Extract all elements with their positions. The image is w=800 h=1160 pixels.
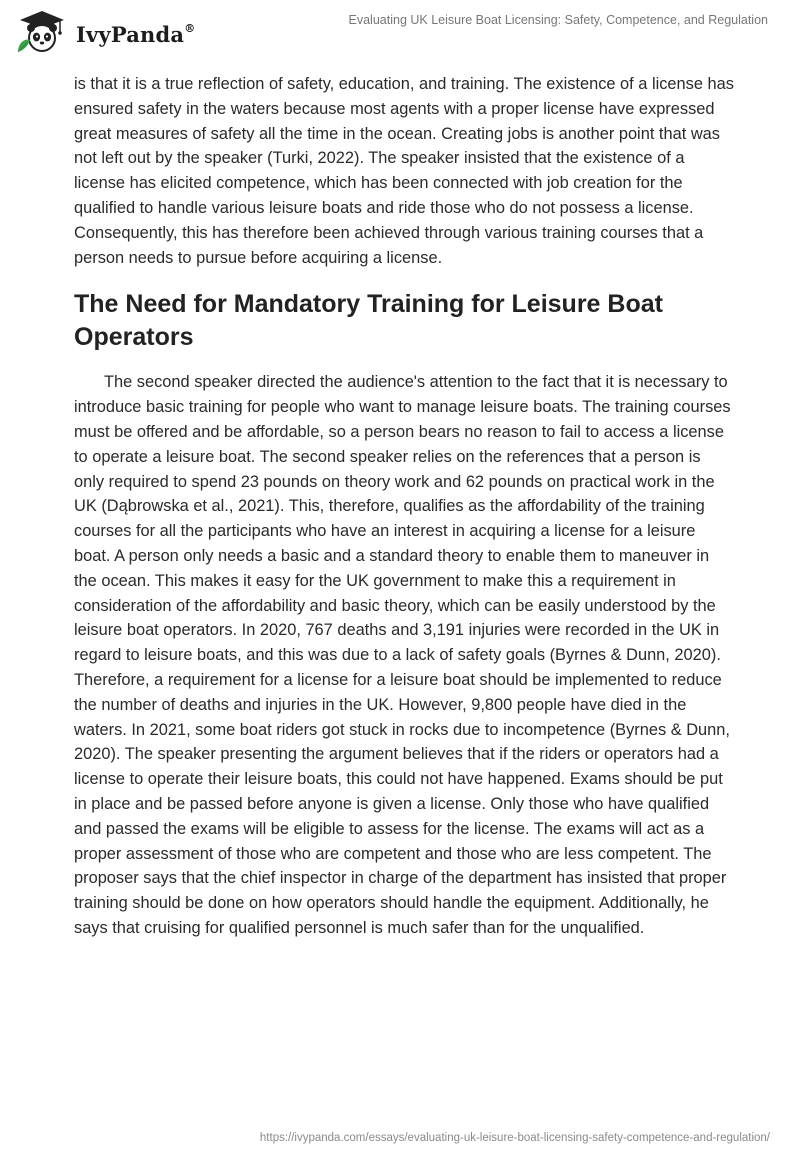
document-title: Evaluating UK Leisure Boat Licensing: Safety, Competence, and Regulation bbox=[348, 13, 768, 27]
brand-name: IvyPanda® bbox=[76, 21, 196, 47]
page-header bbox=[0, 0, 800, 60]
source-url[interactable]: https://ivypanda.com/essays/evaluating-uk-leisure-boat-licensing-safety-competence-and-regulation/ bbox=[259, 1132, 770, 1144]
registered-mark: ® bbox=[184, 21, 196, 35]
intro-paragraph: is that it is a true reflection of safety, education, and training. The existence of a license has ensured safety in the waters because most agents with a proper license have expressed great measures of safety all the time in the ocean. Creating jobs is another point that was not left out by the speaker (Turki, 2022). The speaker insisted that the existence of a license has elicited competence, which has been connected with job creation for the qualified to handle various leisure boats and ride those who do not possess a license. Consequently, this has therefore been achieved through various training courses that a person needs to pursue before acquiring a license. bbox=[74, 75, 734, 267]
panda-graduate-icon bbox=[14, 8, 72, 54]
ivypanda-logo[interactable] bbox=[14, 8, 195, 54]
essay-content bbox=[74, 72, 734, 941]
section-heading: The Need for Mandatory Training for Leisure Boat Operators bbox=[74, 290, 663, 352]
section-paragraph: The second speaker directed the audience's attention to the fact that it is necessary to introduce basic training for people who want to manage leisure boats. The training courses must be offered and be affordable, so a person bears no reason to fail to access a license to operate a leisure boat. The second speaker relies on the references that a person is only required to spend 23 pounds on theory work and 62 pounds on practical work in the UK (Dąbrowska et al., 2021). This, therefore, qualifies as the affordability of the training courses for all the participants who have an interest in acquiring a license for a leisure boat. A person only needs a basic and a standard theory to enable them to maneuver in the ocean. This makes it easy for the UK government to make this a requirement in consideration of the affordability and basic theory, which can be easily understood by the leisure boat operators. In 2020, 767 deaths and 3,191 injuries were recorded in the UK in regard to leisure boats, and this was due to a lack of safety goals (Byrnes & Dunn, 2020). Therefore, a requirement for a license for a leisure boat should be implemented to reduce the number of deaths and injuries in the UK. However, 9,800 people have died in the waters. In 2021, some boat riders got stuck in rocks due to incompetence (Byrnes & Dunn, 2020). The speaker presenting the argument believes that if the riders or operators had a license to operate their leisure boats, this could not have happened. Exams should be put in place and be passed before anyone is given a license. Only those who have qualified and passed the exams will be eligible to assess for the license. The exams will act as a proper assessment of those who are competent and those who are less competent. The proposer says that the chief inspector in charge of the department has insisted that proper training should be done on how operators should handle the equipment. Additionally, he says that cruising for qualified personnel is much safer than for the unqualified. bbox=[74, 373, 731, 937]
